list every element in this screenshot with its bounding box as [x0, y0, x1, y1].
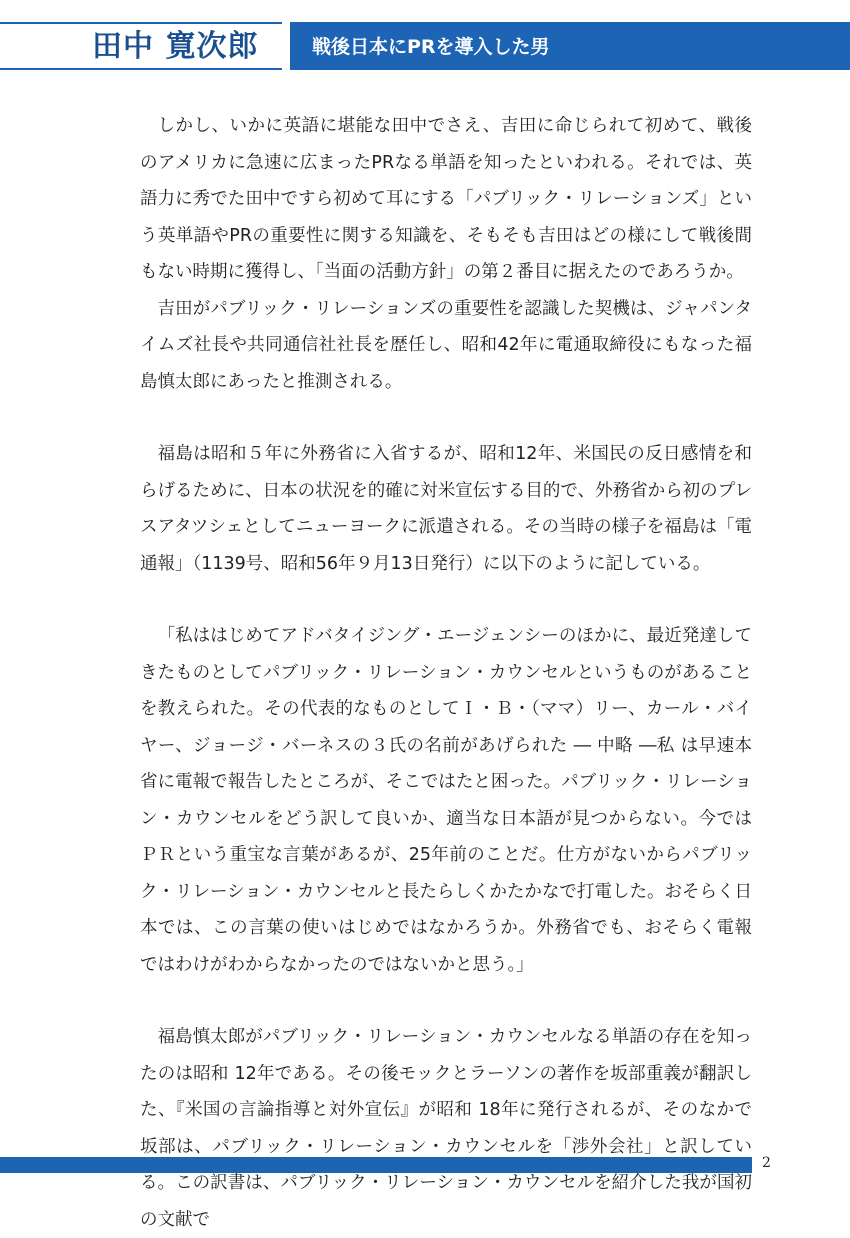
- paragraph: 吉田がパブリック・リレーションズの重要性を認識した契機は、ジャパンタイムズ社長や共同通信社社長を歴任し、昭和42年に電通取締役にもなった福島慎太郎にあったと推測される。: [140, 298, 752, 392]
- paragraph: 福島は昭和５年に外務省に入省するが、昭和12年、米国民の反日感情を和らげるために、日本の状況を的確に対米宣伝する目的で、外務省から初のプレスアタツシェとしてニューヨークに派遣される。その当時の様子を福島は「電通報」（1139号、昭和56年９月13日発行）に以下のように記している。: [140, 444, 752, 574]
- spacer: [140, 582, 752, 618]
- header-divider: [282, 22, 302, 70]
- document-title: 戦後日本にPRを導入した男: [312, 36, 550, 58]
- author-name: 田中 寛次郎: [92, 29, 259, 64]
- quote-paragraph: 「私ははじめてアドバタイジング・エージェンシーのほかに、最近発達してきたものとしてパブリック・リレーション・カウンセルというものがあることを教えられた。その代表的なものとしてＩ・Ｂ・（ママ）リー、カール・バイヤー、ジョージ・バーネスの３氏の名前があげられた ― 中略 ―私 は早速本省に電報で報告したところが、そこではたと困った。パブリック・リレーション・カウンセルをどう訳して良いか、適当な日本語が見つからない。今ではＰＲという重宝な言葉があるが、25年前のことだ。仕方がないからパブリック・リレーション・カウンセルと長たらしくかたかなで打電した。おそらく日本では、この言葉の使いはじめではなかろうか。外務省でも、おそらく電報ではわけがわからなかったのではないかと思う。」: [140, 626, 752, 975]
- page-header: [0, 0, 850, 90]
- header-name-box: [0, 22, 282, 70]
- paragraph: 福島慎太郎がパブリック・リレーション・カウンセルなる単語の存在を知ったのは昭和 12年である。その後モックとラーソンの著作を坂部重義が翻訳した、『米国の言論指導と対外宣伝』が昭和 18年に発行されるが、そのなかで坂部は、パブリック・リレーション・カウンセルを「渉外会社」と訳している。この訳書は、パブリック・リレーション・カウンセルを紹介した我が国初の文献で: [140, 1027, 752, 1230]
- spacer: [140, 400, 752, 436]
- page-number: 2: [762, 1155, 771, 1171]
- footer-bar: [0, 1157, 752, 1173]
- body-text: [140, 108, 752, 1238]
- paragraph: しかし、いかに英語に堪能な田中でさえ、吉田に命じられて初めて、戦後のアメリカに急速に広まったPRなる単語を知ったといわれる。それでは、英語力に秀でた田中ですら初めて耳にする「パブリック・リレーションズ」という英単語やPRの重要性に関する知識を、そもそも吉田はどの様にして戦後間もない時期に獲得し、「当面の活動方針」の第２番目に据えたのであろうか。: [140, 116, 752, 282]
- spacer: [140, 983, 752, 1019]
